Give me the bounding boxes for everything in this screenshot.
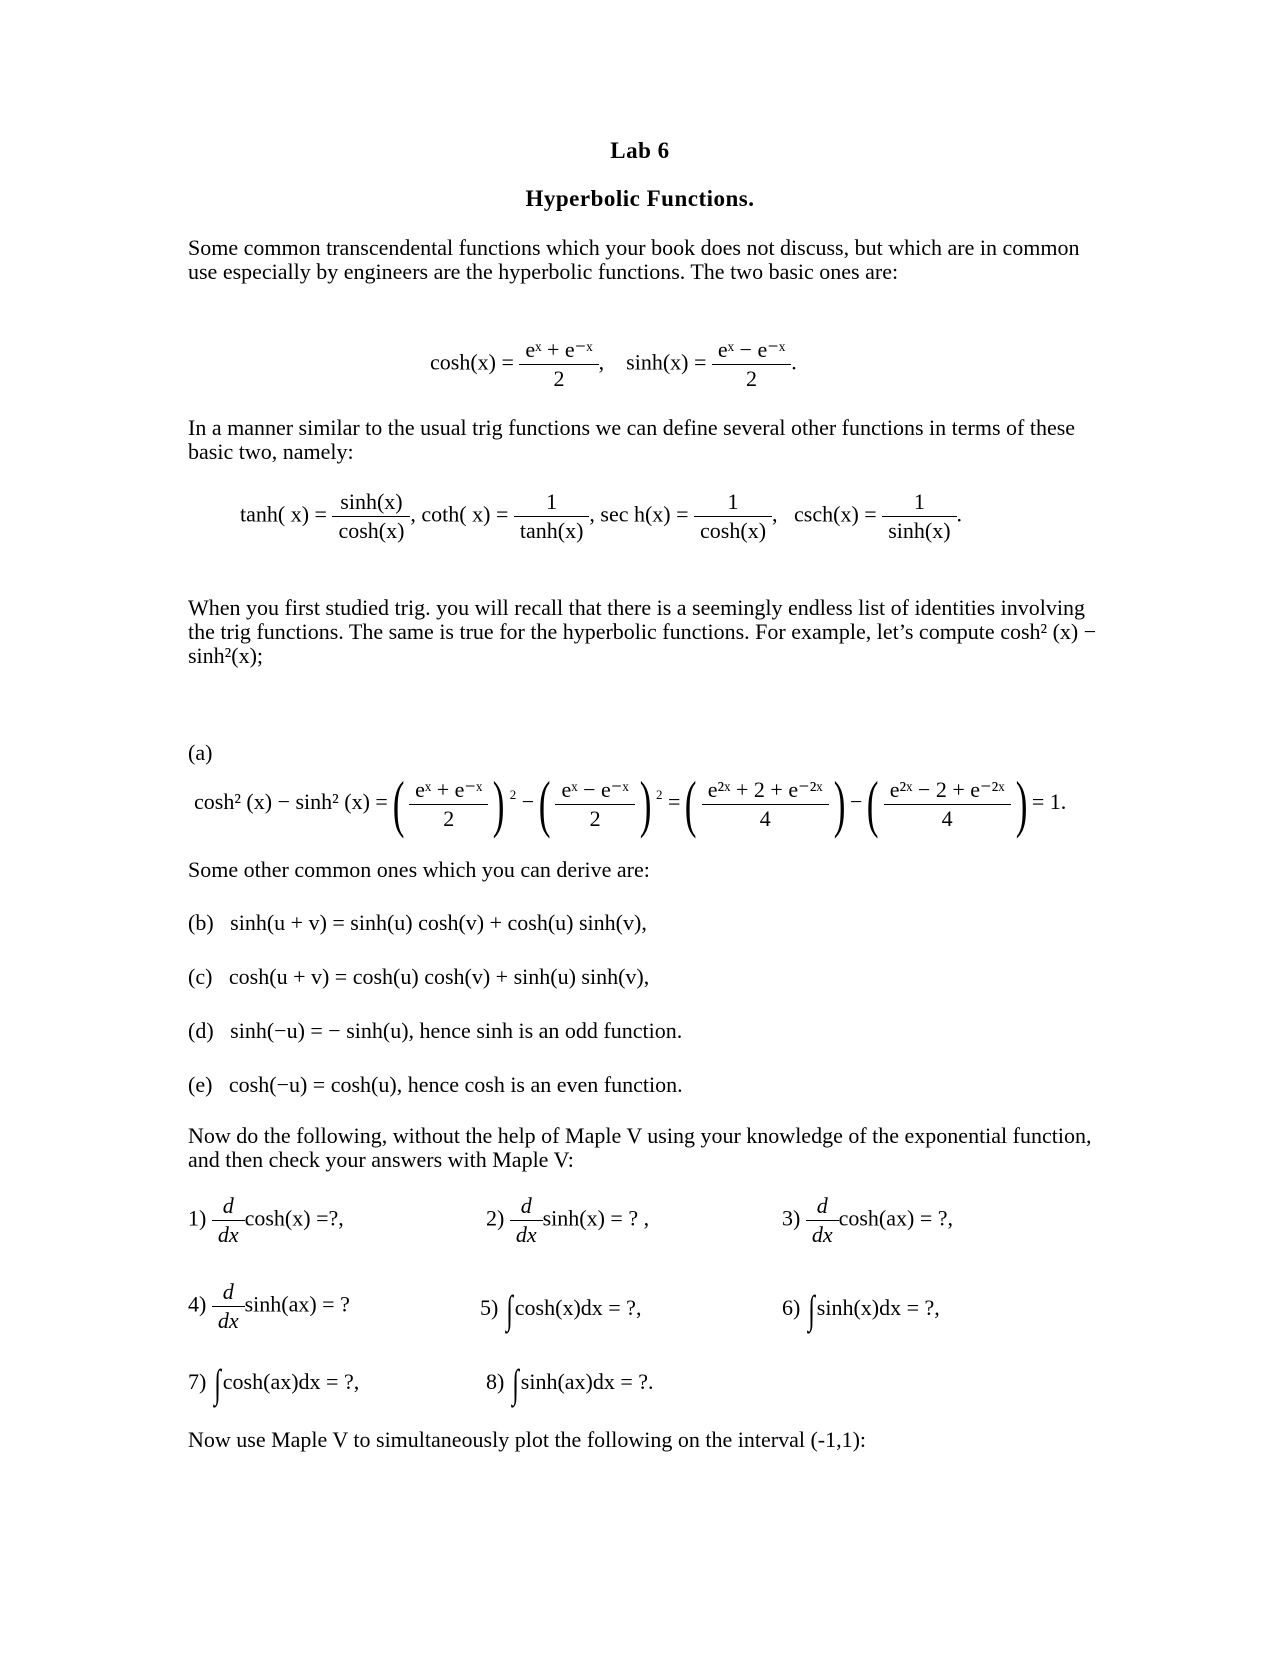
exercise-7: [188, 1361, 360, 1406]
coth-lhs: coth( x) =: [421, 501, 509, 527]
derivative-operator: [212, 1280, 245, 1333]
part-a-equation: cosh² (x) − sinh² (x) =( $\frac{\text{eˣ + e⁻ˣ}}{2}$ ) $^2$ −( $\frac{\text{eˣ − e⁻ˣ}}{2}$ ) $^2$ =( $\frac{\text{e²ˣ + 2 + e⁻²ˣ}}{4}$ ) −( $\frac{\text{e²ˣ − 2 + e⁻²ˣ}}{4}$ ) = 1.: [194, 768, 1067, 839]
exercise-expression: cosh(x)dx = ?,: [514, 1295, 642, 1321]
dx-symbol: dx: [811, 1222, 833, 1247]
plot-instruction: Now use Maple V to simultaneously plot the following on the interval (-1,1):: [188, 1427, 867, 1452]
cosh-lhs: cosh(x) =: [430, 349, 514, 375]
part-a-fraction-3: [702, 778, 829, 831]
identity-text: sinh(−u) = − sinh(u), hence sinh is an odd function.: [230, 1018, 683, 1043]
identities-paragraph: [188, 596, 1108, 668]
identity-text: cosh(u + v) = cosh(u) cosh(v) + sinh(u) sinh(v),: [228, 964, 650, 989]
dx-symbol: dx: [515, 1222, 537, 1247]
tanh-numerator: sinh(x): [332, 490, 410, 517]
cosh-denominator: 2: [553, 366, 565, 391]
sinh-numerator: eˣ − e⁻ˣ: [712, 338, 791, 365]
exercise-1: [188, 1194, 344, 1247]
identity-c: [188, 964, 649, 990]
exercise-6: [782, 1287, 940, 1332]
identity-d: [188, 1018, 682, 1044]
d-symbol: d: [510, 1194, 543, 1221]
fraction-3-denominator: 4: [759, 805, 771, 831]
sech-denominator: cosh(x): [700, 518, 767, 543]
csch-numerator: 1: [882, 490, 956, 517]
identity-label: (c): [188, 964, 213, 989]
derivative-operator: [510, 1194, 543, 1247]
identity-e: [188, 1072, 683, 1098]
right-paren: ): [1015, 768, 1028, 839]
intro-paragraph: Some common transcendental functions which your book does not discuss, but which are in common use especially by engineers are the hyperbolic functions. The two basic ones are:: [188, 235, 1080, 284]
fraction-2-denominator: 2: [589, 805, 601, 831]
exercise-2: [486, 1194, 649, 1247]
sech-lhs: sec h(x) =: [600, 501, 689, 527]
derivative-operator: [212, 1194, 245, 1247]
identity-b: [188, 910, 647, 936]
exercise-expression: sinh(x)dx = ?,: [816, 1295, 940, 1321]
dx-symbol: dx: [217, 1308, 239, 1333]
identity-label: (d): [188, 1018, 214, 1043]
exercise-label: 5): [480, 1295, 499, 1321]
fraction-4-numerator: e²ˣ − 2 + e⁻²ˣ: [884, 778, 1011, 805]
sinh-fraction: [712, 338, 791, 391]
identities-text: When you first studied trig. you will recall that there is a seemingly endless list of identities involving the trig functions. The same is true for the hyperbolic functions. For example,: [188, 595, 1085, 644]
lab-title: Lab 6: [610, 138, 670, 163]
part-a-fraction-2: [555, 778, 634, 831]
identity-label: (e): [188, 1072, 213, 1097]
coth-denominator: tanh(x): [519, 518, 584, 543]
sech-numerator: 1: [694, 490, 772, 517]
exercise-label: 6): [782, 1295, 801, 1321]
fraction-1-numerator: eˣ + e⁻ˣ: [409, 778, 488, 805]
tanh-denominator: cosh(x): [338, 518, 405, 543]
d-symbol: d: [212, 1194, 245, 1221]
cosh-numerator: eˣ + e⁻ˣ: [519, 338, 598, 365]
sinh-lhs: sinh(x) =: [626, 349, 707, 375]
exercise-expression: sinh(ax)dx = ?.: [520, 1369, 654, 1395]
coth-fraction: [514, 490, 590, 543]
d-symbol: d: [806, 1194, 839, 1221]
exercise-4: [188, 1280, 350, 1333]
other-definitions: tanh( x) = $\frac{\sinh(x)}{\cosh(x)}$ , coth( x) = $\frac{1}{\tanh(x)}$ , sec h(x) = $\frac{1}{\cosh(x)}$ , csch(x) = $\frac{1}{\sinh(x)}$ .: [240, 489, 963, 543]
right-paren: ): [493, 768, 505, 839]
sinh-denominator: 2: [746, 366, 758, 391]
coth-numerator: 1: [514, 490, 590, 517]
tanh-fraction: [332, 490, 410, 543]
integral-sign: ∫: [506, 1287, 513, 1332]
fraction-2-numerator: eˣ − e⁻ˣ: [555, 778, 634, 805]
identity-text: sinh(u + v) = sinh(u) cosh(v) + cosh(u) sinh(v),: [230, 910, 647, 935]
exercise-label: 3): [782, 1205, 801, 1231]
now-do-paragraph: Now do the following, without the help of Maple V using your knowledge of the exponential function, and then check your answers with Maple V:: [188, 1123, 1092, 1172]
exercise-8: [486, 1361, 654, 1406]
csch-lhs: csch(x) =: [794, 501, 877, 527]
other-ones-text: Some other common ones which you can derive are:: [188, 857, 650, 882]
identity-text: cosh(−u) = cosh(u), hence cosh is an even function.: [228, 1072, 683, 1097]
d-symbol: d: [212, 1280, 245, 1307]
exercise-expression: cosh(ax) = ?,: [838, 1205, 954, 1231]
page-title: Hyperbolic Functions.: [525, 186, 755, 211]
identities-expression: cosh² (x) − sinh²(x);: [188, 619, 1097, 668]
left-paren: (: [685, 768, 697, 839]
right-paren: ): [833, 768, 846, 839]
exercise-expression: sinh(x) = ? ,: [542, 1205, 650, 1231]
left-paren: (: [867, 768, 879, 839]
exercise-expression: sinh(ax) = ?: [244, 1291, 350, 1317]
part-a-label: (a): [188, 740, 213, 765]
derivative-operator: [806, 1194, 839, 1247]
exercise-label: 7): [188, 1369, 207, 1395]
exercise-expression: cosh(ax)dx = ?,: [222, 1369, 360, 1395]
manner-paragraph: In a manner similar to the usual trig functions we can define several other functions in terms of these basic two, namely:: [188, 415, 1076, 464]
integral-sign: ∫: [214, 1361, 221, 1406]
exercise-label: 8): [486, 1369, 505, 1395]
fraction-1-denominator: 2: [443, 805, 455, 831]
sech-fraction: [694, 490, 772, 543]
left-paren: (: [538, 768, 551, 839]
csch-fraction: [882, 490, 956, 543]
identities-text-compute: let’s compute: [876, 619, 995, 644]
part-a-lhs: cosh² (x) − sinh² (x) =: [194, 789, 388, 815]
right-paren: ): [639, 768, 652, 839]
identity-label: (b): [188, 910, 214, 935]
part-a-fraction-4: [884, 778, 1011, 831]
exercise-label: 4): [188, 1291, 207, 1317]
part-a-fraction-1: [409, 778, 488, 831]
csch-denominator: sinh(x): [888, 518, 951, 543]
fraction-4-denominator: 4: [941, 805, 953, 831]
integral-sign: ∫: [808, 1287, 815, 1332]
fraction-3-numerator: e²ˣ + 2 + e⁻²ˣ: [702, 778, 829, 805]
part-a-result: = 1.: [1031, 789, 1067, 815]
tanh-lhs: tanh( x) =: [240, 501, 327, 527]
integral-sign: ∫: [512, 1361, 519, 1406]
exercise-label: 1): [188, 1205, 207, 1231]
basic-definitions: cosh(x) = $\frac{\text{eˣ + e⁻ˣ}}{2}$ , sinh(x) = $\frac{\text{eˣ − e⁻ˣ}}{2}$ .: [430, 337, 797, 391]
exercise-3: [782, 1194, 953, 1247]
exercise-label: 2): [486, 1205, 505, 1231]
left-paren: (: [392, 768, 405, 839]
dx-symbol: dx: [217, 1222, 239, 1247]
cosh-fraction: [519, 338, 598, 391]
exercise-5: [480, 1287, 642, 1332]
exercise-expression: cosh(x) =?,: [244, 1205, 344, 1231]
